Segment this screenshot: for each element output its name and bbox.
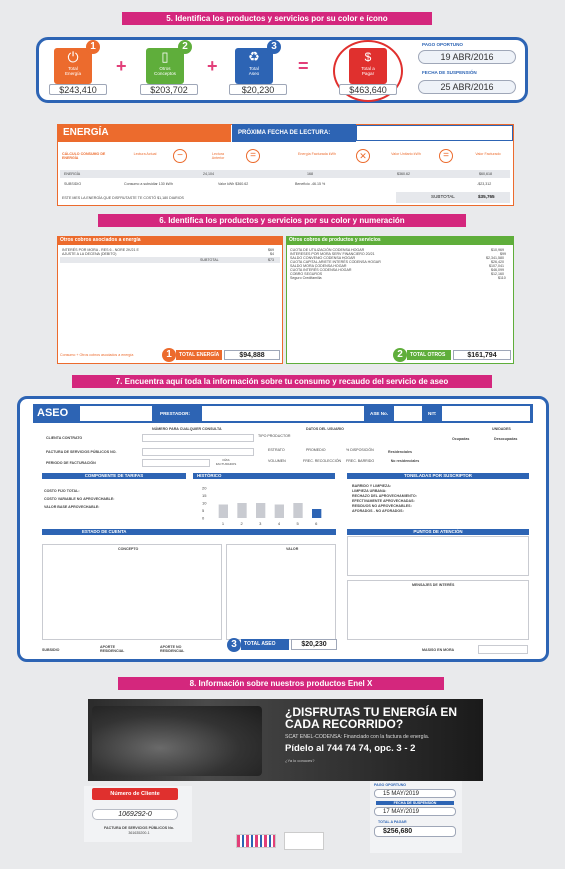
aseo-row-field <box>142 434 254 442</box>
concepto-label: CONCEPTO <box>118 547 139 551</box>
otros-productos-line: INTERESES POR MORA SERV FINANCIERO 20/21 <box>290 252 375 256</box>
card-label: Total Energía <box>64 66 82 76</box>
otros-productos-val: $110 <box>498 276 506 280</box>
hist-y-tick: 10 <box>202 500 207 506</box>
factura-number: 361635200-1 <box>128 831 150 835</box>
section-8-banner: 8. Información sobre nuestros productos Enel X <box>118 677 444 690</box>
times-icon: ✕ <box>356 149 370 163</box>
hist-x-tick: 2 <box>240 521 243 526</box>
otros-energia-line: AJUSTE A LA DECENA (DEBITO) <box>62 252 117 256</box>
hist-x-tick: 1 <box>221 521 225 526</box>
total-energia-card <box>54 48 92 84</box>
total-pagar-value: $256,680 <box>374 826 456 837</box>
equals-icon: = <box>246 149 260 163</box>
aseo-row-label: PERIODO DE FACTURACIÓN <box>46 461 96 465</box>
otros-productos-val: $46,099 <box>491 268 504 272</box>
total-otros-label: TOTAL OTROS <box>407 350 451 360</box>
dollar-icon: $ <box>364 50 372 64</box>
aseo-title: ASEO <box>37 407 69 419</box>
valor-label: VALOR <box>286 547 299 551</box>
next-reading-field <box>356 125 513 141</box>
valor-box <box>226 544 336 640</box>
badge-2: 2 <box>393 348 407 362</box>
col-datos-usuario: DATOS DEL USUARIO <box>306 427 344 431</box>
otros-productos-line: CUOTA INTERÉS CODENSA HOGAR <box>290 268 352 272</box>
aseno-label: ASE No. <box>370 411 389 416</box>
otros-productos-line: COBRO SEGUROS <box>290 272 323 276</box>
barcode-logo-left <box>236 834 276 848</box>
otros-productos-val: $26,420 <box>491 260 504 264</box>
total-aseo-label: TOTAL ASEO <box>241 639 289 650</box>
col-valor-unitario: Valor Unitario kWh <box>391 152 421 156</box>
aseo-title-field <box>80 406 152 421</box>
row-subsidio-text: Consumo a subsidiar 130 kWh <box>124 182 173 186</box>
hist-x-tick: 5 <box>296 521 299 526</box>
promo-phone: Pídelo al 744 74 74, opc. 3 - 2 <box>285 743 416 754</box>
frec-recoleccion-label: FREC. RECOLECCIÓN <box>303 459 342 463</box>
card-label: Otros Conceptos <box>154 66 176 76</box>
otros-productos-line: SALDO MORA CODENSA HOGAR <box>290 264 347 268</box>
promo-small: ¿Ya lo conoces? <box>285 758 315 763</box>
row-energia-kwh: 168 <box>307 172 313 176</box>
otros-productos-line: CUOTA CAPITAL ARIETE INTERÉS CODENSA HOGAR <box>290 260 381 264</box>
barcode-logo-right <box>284 832 324 850</box>
hist-bar <box>219 505 228 519</box>
toneladas-row: AFORADOS - NO AFORADOS: <box>352 509 404 513</box>
tipo-productor: TIPO PRODUCTOR <box>258 434 291 438</box>
badge-3: 3 <box>267 40 281 54</box>
col-numero-consulta: NÚMERO PARA CUALQUIER CONSULTA <box>152 427 222 431</box>
cliente-number: 1069292-0 <box>92 809 178 820</box>
row-subsidio-value: -$23,312 <box>477 182 492 186</box>
row-subsidio-benef: Beneficio -46.15 % <box>295 182 326 186</box>
total-otros-value: $161,794 <box>453 350 511 360</box>
fecha-suspension-date: 25 ABR/2016 <box>418 80 516 94</box>
pago-oportuno-date: 19 ABR/2016 <box>418 50 516 64</box>
toneladas-row: EFECTIVAMENTE APROVECHADAS: <box>352 499 415 503</box>
total-energia-label: TOTAL ENERGÍA <box>176 350 222 360</box>
equals-operator: = <box>298 56 309 76</box>
prestador-field <box>202 406 364 421</box>
hist-bar <box>237 503 246 518</box>
badge-2: 2 <box>178 40 192 54</box>
minus-icon: − <box>173 149 187 163</box>
ocupadas-label: Ocupadas <box>452 437 470 441</box>
componente-row: COSTO VARIABLE NO APROVECHABLE: <box>44 497 115 501</box>
otros-energia-subtotal-row <box>60 257 280 263</box>
hist-y-tick: 5 <box>202 508 205 513</box>
promo-subtitle: SCAT ENEL-CODENSA: Financiado con la factura de energía. <box>285 734 430 740</box>
col-lectura-anterior: Lectura Anterior <box>211 152 225 161</box>
otros-energia-subtotal-label: SUBTOTAL <box>200 258 219 262</box>
otros-energia-val: $4 <box>270 252 274 256</box>
otros-energia-title: Otros cobros asociados a energía <box>57 236 283 245</box>
promo-title: ¿DISFRUTAS TU ENERGÍA EN CADA RECORRIDO? <box>285 705 458 731</box>
col-valor-facturado: Valor Facturado <box>475 152 501 156</box>
total-aseo-value: $20,230 <box>291 639 337 650</box>
energia-title: ENERGÍA <box>57 124 231 142</box>
toneladas-row: RESIDUOS NO APROVECHABLES: <box>352 504 412 508</box>
card-label: Total a Pagar <box>361 66 375 76</box>
phone-icon: ▯ <box>161 49 169 64</box>
total-energia-value: $94,888 <box>224 350 280 360</box>
otros-productos-val: $12,160 <box>491 272 504 276</box>
otros-energia-subtotal-value: $73 <box>268 258 274 262</box>
row-energia-total: $60,618 <box>479 172 492 176</box>
total-pagar-card <box>349 48 387 84</box>
puntos-box <box>347 536 529 576</box>
historico-chart <box>192 480 336 530</box>
badge-1: 1 <box>86 40 100 54</box>
hist-bar <box>275 505 284 519</box>
susp-date: 17 MAY/2019 <box>374 807 456 816</box>
pago-oportuno-label: PAGO OPORTUNO <box>422 42 464 47</box>
toneladas-header: TONELADAS POR SUSCRIPTOR <box>347 473 529 479</box>
susp-label: FECHA DE SUSPENSIÓN <box>376 801 454 805</box>
calc-label: CÁLCULO CONSUMO DE ENERGÍA <box>62 152 106 161</box>
volumen-label: VOLUMEN <box>268 459 286 463</box>
frec-barrido-label: FREC. BARRIDO <box>346 459 375 463</box>
badge-3: 3 <box>227 638 241 652</box>
componente-row: VALOR BASE APROVECHABLE: <box>44 505 100 509</box>
row-energia-unit: $360.62 <box>397 172 410 176</box>
total-pagar-value: $463,640 <box>339 84 397 95</box>
otros-energia-val: $69 <box>268 248 274 252</box>
aporte-res-label: APORTE RESIDENCIAL <box>100 645 125 654</box>
total-energia-value: $243,410 <box>49 84 107 95</box>
otros-productos-line: CUOTA DE UTILIZACIÓN CODENSA HOGAR <box>290 248 365 252</box>
hist-y-tick: 0 <box>202 515 205 521</box>
total-aseo-value: $20,230 <box>229 84 287 95</box>
aseo-row-label: FACTURA DE SERVICIOS PÚBLICOS NO. <box>46 450 117 454</box>
section-5-banner: 5. Identifica los productos y servicios por su color e ícono <box>122 12 432 25</box>
card-label: Total Aseo <box>248 66 260 76</box>
cliente-label: Número de Cliente <box>92 788 178 800</box>
mensajes-box <box>347 580 529 640</box>
subsidio-label: SUBSIDIO <box>42 648 60 652</box>
plus-operator: + <box>207 56 218 76</box>
hist-x-tick: 4 <box>277 521 281 526</box>
otros-productos-val: $10,969 <box>491 248 504 252</box>
section-7-banner: 7. Encuentra aquí toda la información sobre tu consumo y recaudo del servicio de aseo <box>72 375 492 388</box>
next-reading-label: PRÓXIMA FECHA DE LECTURA: <box>232 124 356 142</box>
pago-label: PAGO OPORTUNO <box>374 783 407 787</box>
plus-operator: + <box>116 56 127 76</box>
car-image <box>92 706 262 776</box>
hist-x-tick: 3 <box>259 521 262 526</box>
fecha-suspension-label: FECHA DE SUSPENSIÓN <box>422 70 477 75</box>
no-residenciales-label: No residenciales <box>390 459 420 463</box>
toneladas-row: LIMPIEZA URBANA: <box>352 489 387 493</box>
otros-conceptos-card <box>146 48 184 84</box>
otros-productos-val: $99 <box>500 252 506 256</box>
total-pagar-label: TOTAL A PAGAR <box>378 820 407 824</box>
aporte-nores-label: APORTE NO RESIDENCIAL <box>160 645 185 654</box>
section-6-banner: 6. Identifica los productos y servicios por su color y numeración <box>98 214 466 227</box>
estado-header: ESTADO DE CUENTA <box>42 529 336 535</box>
otros-energia-line: INTERÉS POR MORA - RES 6 - NORE 2K/21 E <box>62 248 139 252</box>
residenciales-label: Residenciales <box>388 450 412 454</box>
otros-productos-title: Otros cobros de productos y servicios <box>286 236 514 245</box>
hist-bar <box>312 509 321 518</box>
aseo-row-label: CLIENTA CONTRATO <box>46 436 83 440</box>
otros-conceptos-value: $203,702 <box>140 84 198 95</box>
subtotal-value: $35,765 <box>478 194 495 199</box>
factura-label: FACTURA DE SERVICIOS PÚBLICOS No. <box>104 826 174 830</box>
toneladas-row: RECHAZO DEL APROVECHAMIENTO: <box>352 494 417 498</box>
energia-row <box>60 170 510 178</box>
otros-productos-val: $107,041 <box>489 264 504 268</box>
hist-bar <box>293 503 302 518</box>
badge-1: 1 <box>162 348 176 362</box>
row-subsidio-label: SUBSIDIO <box>64 182 82 186</box>
otros-productos-line: Seguro Credifamilia <box>290 276 322 280</box>
hist-y-tick: 20 <box>202 485 207 491</box>
otros-productos-val: $2,341,580 <box>486 256 504 260</box>
otros-productos-line: SALDO CONVENIO CODENSA HOGAR <box>290 256 356 260</box>
desocupadas-label: Desocupadas <box>494 437 518 441</box>
hist-bar <box>256 503 265 518</box>
concepto-box <box>42 544 222 640</box>
promedio-label: PROMEDIO <box>306 448 326 452</box>
subtotal-label: SUBTOTAL <box>431 194 455 199</box>
energia-foot-text: ESTE MES LA ENERGÍA QUE DISFRUTASTE TE COSTÓ $1,180 DIARIOS <box>62 196 184 200</box>
row-subsidio-valor: Valor kWh $360.62 <box>218 182 249 186</box>
historico-header: HISTÓRICO <box>193 473 335 479</box>
equals-icon: = <box>439 149 453 163</box>
disposicion-label: % DISPOSICIÓN <box>346 448 374 452</box>
componente-header: COMPONENTE DE TARIFAS <box>42 473 186 479</box>
nit-field <box>442 406 530 421</box>
aseo-row-field <box>142 448 254 456</box>
nit-label: NIT: <box>428 411 437 416</box>
masiso-label: MASISO EN MORA <box>422 648 455 652</box>
prestador-label: PRESTADOR: <box>160 411 191 416</box>
aseno-field <box>394 406 422 421</box>
hist-x-tick: 6 <box>315 521 318 526</box>
col-energia-facturada: Energía Facturada kWh <box>298 152 336 156</box>
dias-label: DÍAS FACTURADOS <box>215 458 237 466</box>
puntos-header: PUNTOS DE ATENCIÓN <box>347 529 529 535</box>
broom-icon: ♻ <box>248 49 260 64</box>
toneladas-row: BARRIDO Y LIMPIEZA: <box>352 484 392 488</box>
plug-icon: ⏻ <box>67 49 79 65</box>
componente-row: COSTO FIJO TOTAL: <box>44 489 80 493</box>
pago-date: 15 MAY/2019 <box>374 789 456 798</box>
total-aseo-card <box>235 48 273 84</box>
estrato-label: ESTRATO <box>268 448 285 452</box>
row-energia-label: ENERGÍA <box>64 172 81 176</box>
col-lectura-actual: Lectura Actual <box>133 152 157 156</box>
col-unidades: UNIDADES <box>492 427 511 431</box>
otros-energia-foot: Consumo + Otros cobros asociados a energía <box>60 353 134 357</box>
row-energia-actual: 24,104 <box>203 172 214 176</box>
aseo-row-field <box>142 459 210 467</box>
mensajes-label: MENSAJES DE INTERÉS <box>412 583 455 587</box>
hist-y-tick: 15 <box>202 493 207 498</box>
masiso-field <box>478 645 528 654</box>
